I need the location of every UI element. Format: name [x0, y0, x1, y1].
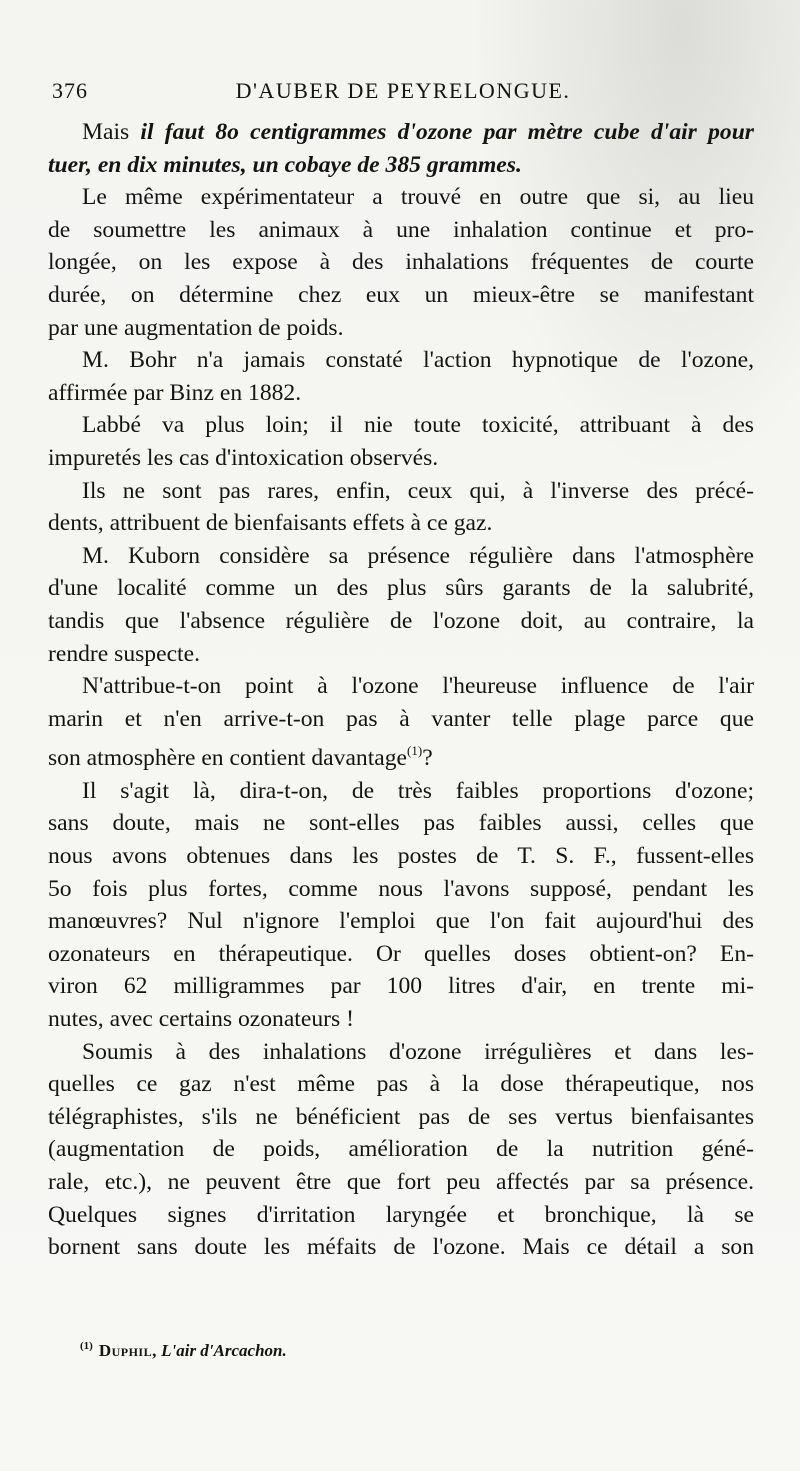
text-segment: N'attribue-t-on point à l'ozone l'heureuse influence de l'air — [82, 673, 754, 700]
text-line — [48, 572, 754, 605]
text-segment: nous avons obtenues dans les postes de T. S. F., fussent-elles — [48, 843, 754, 870]
text-line — [48, 873, 754, 906]
text-segment: rendre suspecte. — [48, 640, 200, 667]
text-line — [48, 475, 754, 508]
page-number: 376 — [52, 78, 88, 103]
text-line — [48, 1166, 754, 1199]
text-line — [48, 540, 754, 573]
text-segment: ? — [422, 745, 433, 772]
text-line — [48, 181, 754, 214]
text-segment: marin et n'en arrive-t-on pas à vanter telle plage parce que — [48, 705, 754, 732]
text-line — [48, 1068, 754, 1101]
text-segment: son atmosphère en contient davantage — [48, 745, 408, 772]
text-segment: M. Bohr n'a jamais constaté l'action hypnotique de l'ozone, — [82, 347, 754, 374]
text-segment: quelles ce gaz n'est même pas à la dose thérapeutique, nos — [48, 1071, 754, 1098]
emphasized-text: tuer, en dix minutes, un cobaye de 385 grammes. — [48, 151, 522, 178]
text-line — [48, 442, 754, 475]
text-segment: viron 62 milligrammes par 100 litres d'air, en trente mi- — [48, 973, 754, 1000]
text-line — [48, 507, 754, 540]
text-line — [48, 905, 754, 938]
text-line — [48, 116, 754, 149]
text-segment: impuretés les cas d'intoxication observés. — [48, 444, 439, 471]
text-segment: d'une localité comme un des plus sûrs garants de la salubrité, — [48, 575, 754, 602]
text-line — [48, 149, 754, 182]
text-line — [48, 775, 754, 808]
text-segment: M. Kuborn considère sa présence régulière dans l'atmosphère — [82, 542, 754, 569]
text-line — [48, 214, 754, 247]
text-segment: Mais — [82, 119, 141, 145]
text-segment: par une augmentation de poids. — [48, 314, 344, 341]
text-segment: tandis que l'absence régulière de l'ozone doit, au contraire, la — [48, 607, 754, 634]
text-line — [48, 377, 754, 410]
text-line — [48, 807, 754, 840]
text-line — [48, 703, 754, 736]
text-segment: (augmentation de poids, amélioration de la nutrition géné- — [48, 1136, 754, 1163]
footnote-author: Duphil, — [98, 1341, 157, 1360]
text-line — [48, 1003, 754, 1036]
text-segment: affirmée par Binz en 1882. — [48, 379, 302, 406]
text-line — [48, 938, 754, 971]
text-line — [48, 409, 754, 442]
footnote-mark: (1) — [80, 1340, 93, 1352]
running-head: D'AUBER DE PEYRELONGUE. — [235, 78, 571, 103]
text-line — [48, 840, 754, 873]
text-line — [48, 1231, 754, 1264]
text-segment: dents, attribuent de bienfaisants effets à ce gaz. — [48, 510, 493, 537]
text-segment: ozonateurs en thérapeutique. Or quelles doses obtient-on? En- — [48, 940, 754, 967]
footnote-reference: (1) — [407, 743, 423, 759]
text-segment: durée, on détermine chez eux un mieux-être se manifestant — [48, 281, 754, 308]
page-header — [50, 78, 756, 112]
text-line — [48, 670, 754, 703]
text-line — [48, 312, 754, 345]
text-line — [48, 735, 754, 775]
text-line — [48, 605, 754, 638]
text-segment: 5o fois plus fortes, comme nous l'avons supposé, pendant les — [48, 875, 754, 902]
text-segment: Soumis à des inhalations d'ozone irrégulières et dans les- — [82, 1038, 754, 1065]
text-line — [48, 1036, 754, 1069]
text-segment: télégraphistes, s'ils ne bénéficient pas de ses vertus bienfaisantes — [48, 1103, 754, 1130]
text-segment: manœuvres? Nul n'ignore l'emploi que l'on fait aujourd'hui des — [48, 908, 754, 935]
text-segment: Ils ne sont pas rares, enfin, ceux qui, à l'inverse des précé- — [82, 477, 754, 504]
text-segment: sans doute, mais ne sont-elles pas faibles aussi, celles que — [48, 810, 754, 837]
text-segment: bornent sans doute les méfaits de l'ozone. Mais ce détail a son — [48, 1234, 754, 1261]
text-segment: nutes, avec certains ozonateurs ! — [48, 1006, 354, 1033]
text-line — [48, 1101, 754, 1134]
text-line — [48, 970, 754, 1003]
text-segment: de soumettre les animaux à une inhalation continue et pro- — [48, 216, 754, 243]
emphasized-text: il faut 8o centigrammes d'ozone par mètre cube d'air pour — [140, 119, 754, 145]
text-line — [48, 1199, 754, 1232]
text-line — [48, 246, 754, 279]
text-segment: Labbé va plus loin; il nie toute toxicité, attribuant à des — [82, 412, 754, 439]
text-line — [48, 638, 754, 671]
body-text — [48, 116, 754, 1264]
text-line — [48, 279, 754, 312]
footnote-work: L'air d'Arcachon. — [161, 1341, 287, 1360]
text-line — [48, 344, 754, 377]
text-segment: longée, on les expose à des inhalations fréquentes de courte — [48, 249, 754, 276]
text-segment: Le même expérimentateur a trouvé en outre que si, au lieu — [82, 184, 754, 211]
text-segment: rale, etc.), ne peuvent être que fort peu affectés par sa présence. — [48, 1169, 754, 1195]
text-segment: Quelques signes d'irritation laryngée et bronchique, là se — [48, 1201, 754, 1228]
text-segment: Il s'agit là, dira-t-on, de très faibles proportions d'ozone; — [82, 777, 754, 804]
footnote — [80, 1335, 740, 1362]
text-line — [48, 1133, 754, 1166]
